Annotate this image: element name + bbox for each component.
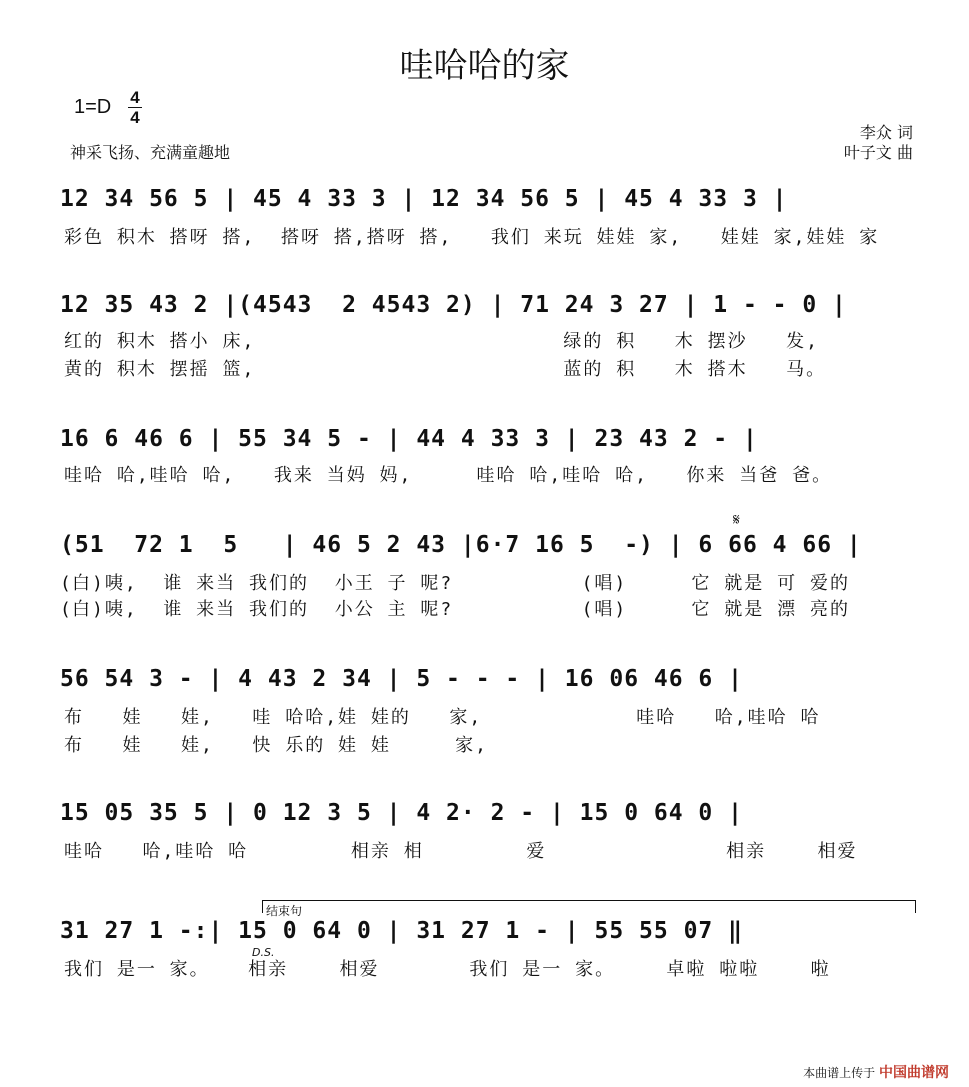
song-title: 哇哈哈的家 [399,46,570,86]
time-signature [128,88,142,127]
lyric-row-5a: 布 娃 娃, 哇 哈哈,娃 娃的 家, 哇哈 哈,哇哈 哈 [64,707,821,728]
lyric-row-6: 哇哈 哈,哇哈 哈 相亲 相 爱 相亲 相爱 [64,841,858,862]
notation-row-2: 12 35 43 2 |(4543 2 4543 2) | 71 24 3 27 | 1 - - 0 | [60,292,847,318]
notation-row-7: 31 27 1 -:| 15 0 64 0 | 31 27 1 - | 55 55 07 ‖ [60,918,743,944]
lyric-row-5b: 布 娃 娃, 快 乐的 娃 娃 家, [64,735,488,756]
segno-sign: 𝄋 [733,510,740,529]
ds-mark: D.S. [252,946,275,959]
lyricist-credit: 李众 词 [859,123,913,142]
site-logo: 中国曲谱网 [879,1065,949,1081]
notation-row-6: 15 05 35 5 | 0 12 3 5 | 4 2· 2 - | 15 0 64 0 | [60,800,743,826]
notation-row-5: 56 54 3 - | 4 43 2 34 | 5 - - - | 16 06 46 6 | [60,666,743,692]
lyric-row-4b: 白)咦, 谁 来当 我们的 小公 主 呢? (唱) 它 就是 漂 亮的 [72,599,850,620]
ending-bracket [262,900,916,913]
lyric-paren-4a: ( [60,573,73,594]
key-signature: 1=D [74,96,112,118]
lyric-row-2a: 红的 积木 搭小 床, 绿的 积 木 摆沙 发, [64,331,819,352]
lyric-row-3: 哇哈 哈,哇哈 哈, 我来 当妈 妈, 哇哈 哈,哇哈 哈, 你来 当爸 爸。 [64,465,833,486]
footer-text: 本曲谱上传于 [803,1066,876,1080]
lyric-row-4a: 白)咦, 谁 来当 我们的 小王 子 呢? (唱) 它 就是 可 爱的 [72,573,850,594]
lyric-paren-4b: ( [60,599,73,620]
lyric-row-7: 我们 是一 家。 相亲 相爱 我们 是一 家。 卓啦 啦啦 啦 [64,959,831,980]
performance-mood: 神采飞扬、充满童趣地 [70,143,231,162]
composer-credit: 叶子文 曲 [843,143,913,162]
notation-row-3: 16 6 46 6 | 55 34 5 - | 44 4 33 3 | 23 43 2 - | [60,426,758,452]
footer-credit [803,1062,949,1082]
ending-label: 结束句 [266,904,303,918]
time-signature-bottom: 4 [128,107,142,128]
notation-row-4: (51 72 1 5 | 46 5 2 43 |6·7 16 5 -) | 6 66 4 66 | [60,532,862,558]
notation-row-1: 12 34 56 5 | 45 4 33 3 | 12 34 56 5 | 45 4 33 3 | [60,186,788,212]
time-signature-top: 4 [130,88,140,107]
lyric-row-2b: 黄的 积木 摆摇 篮, 蓝的 积 木 搭木 马。 [64,359,827,380]
lyric-row-1: 彩色 积木 搭呀 搭, 搭呀 搭,搭呀 搭, 我们 来玩 娃娃 家, 娃娃 家,娃娃 家 [64,227,880,248]
